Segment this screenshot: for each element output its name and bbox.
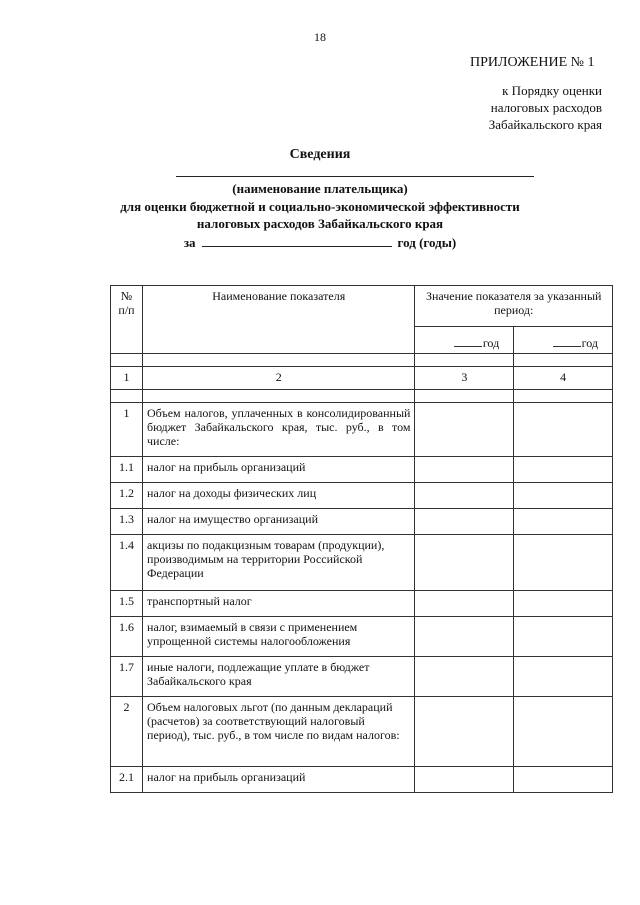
row-name: транспортный налог [143, 591, 415, 617]
appendix-line: налоговых расходов [490, 100, 602, 115]
value-cell [415, 535, 514, 591]
header-num: № п/п [111, 286, 143, 354]
row-num: 1.2 [111, 483, 143, 509]
row-num: 1.6 [111, 617, 143, 657]
period-blank [202, 234, 392, 247]
row-name: иные налоги, подлежащие уплате в бюджет Забайкальского края [143, 657, 415, 697]
value-cell [415, 457, 514, 483]
row-num: 2.1 [111, 767, 143, 793]
header-value: Значение показателя за указанный период: [415, 286, 613, 327]
period-prefix: за [183, 235, 196, 250]
payer-name-caption: (наименование плательщика) [232, 181, 408, 196]
value-cell [415, 767, 514, 793]
row-name: налог на прибыль организаций [143, 767, 415, 793]
value-cell [514, 767, 613, 793]
table-row [111, 591, 613, 617]
header-year-1 [415, 327, 514, 354]
column-index: 2 [143, 367, 415, 390]
value-cell [514, 591, 613, 617]
period-line [0, 234, 640, 251]
value-cell [415, 483, 514, 509]
row-name: налог на доходы физических лиц [143, 483, 415, 509]
document-title: Сведения [289, 147, 351, 162]
value-cell [415, 617, 514, 657]
header-year-2 [514, 327, 613, 354]
row-num: 1.1 [111, 457, 143, 483]
column-index: 1 [111, 367, 143, 390]
value-cell [514, 457, 613, 483]
row-name: Объем налоговых льгот (по данным деклараций (расчетов) за соответствующий налоговый период), тыс. руб., в том числе по видам налогов: [143, 697, 415, 767]
row-name: налог, взимаемый в связи с применением упрощенной системы налогообложения [143, 617, 415, 657]
payer-name-blank-line [176, 176, 534, 177]
row-num: 1.3 [111, 509, 143, 535]
year-blank [454, 336, 482, 347]
header-name: Наименование показателя [143, 286, 415, 354]
value-cell [415, 591, 514, 617]
table-separator [111, 354, 613, 367]
appendix-reference [462, 82, 602, 133]
row-num: 1.5 [111, 591, 143, 617]
table-row [111, 617, 613, 657]
row-name: налог на прибыль организаций [143, 457, 415, 483]
appendix-title: ПРИЛОЖЕНИЕ № 1 [470, 55, 595, 70]
row-num: 1.7 [111, 657, 143, 697]
appendix-line: к Порядку оценки [502, 83, 602, 98]
table-row [111, 767, 613, 793]
purpose-line: налоговых расходов Забайкальского края [196, 216, 444, 231]
value-cell [514, 657, 613, 697]
value-cell [514, 509, 613, 535]
value-cell [514, 483, 613, 509]
document-purpose [0, 198, 640, 232]
table-row [111, 457, 613, 483]
period-suffix: год (годы) [397, 235, 457, 250]
column-index-row [111, 367, 613, 390]
value-cell [415, 657, 514, 697]
table-separator [111, 390, 613, 403]
table-row [111, 483, 613, 509]
table-row [111, 657, 613, 697]
indicators-table [110, 285, 613, 793]
value-cell [415, 509, 514, 535]
table-row [111, 535, 613, 591]
year-label: год [581, 336, 598, 350]
year-blank [553, 336, 581, 347]
value-cell [415, 697, 514, 767]
row-name: налог на имущество организаций [143, 509, 415, 535]
value-cell [514, 617, 613, 657]
page-number: 18 [314, 30, 326, 44]
appendix-line: Забайкальского края [488, 117, 602, 132]
row-num: 1 [111, 403, 143, 457]
row-num: 1.4 [111, 535, 143, 591]
table-row [111, 697, 613, 767]
column-index: 4 [514, 367, 613, 390]
column-index: 3 [415, 367, 514, 390]
value-cell [415, 403, 514, 457]
table-row [111, 509, 613, 535]
table-row [111, 403, 613, 457]
row-num: 2 [111, 697, 143, 767]
row-name: Объем налогов, уплаченных в консолидированный бюджет Забайкальского края, тыс. руб., в том числе: [143, 403, 415, 457]
value-cell [514, 535, 613, 591]
year-label: год [482, 336, 500, 350]
value-cell [514, 403, 613, 457]
value-cell [514, 697, 613, 767]
row-name: акцизы по подакцизным товарам (продукции), производимым на территории Российской Федерации [143, 535, 415, 591]
purpose-line: для оценки бюджетной и социально-экономической эффективности [120, 199, 520, 214]
